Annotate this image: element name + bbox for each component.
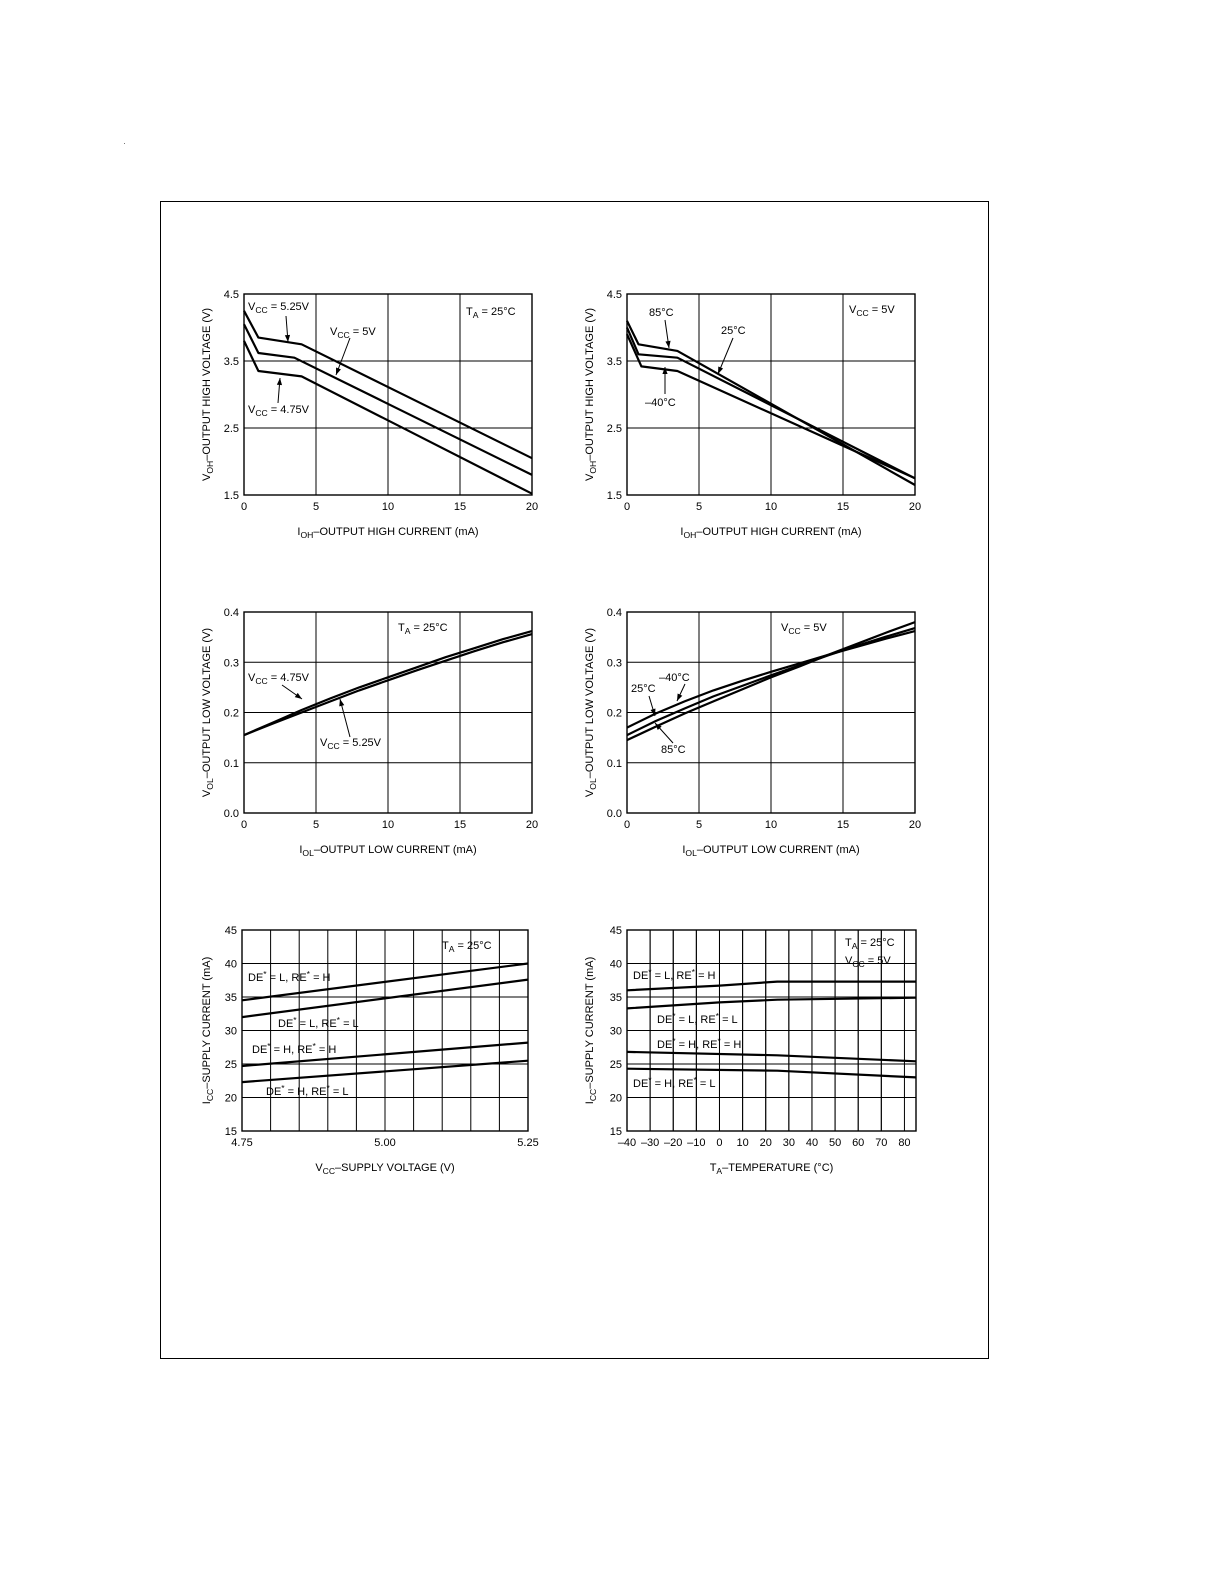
y-tick-label: 0.2 — [606, 707, 622, 720]
x-tick-label: 20 — [908, 501, 922, 513]
annotation-arrowhead — [718, 367, 723, 374]
grid — [244, 612, 532, 813]
y-tick-label: 0.0 — [223, 808, 239, 820]
x-tick-label: 5 — [695, 501, 703, 513]
x-tick-label: –10 — [687, 1137, 706, 1149]
annotation-label: –40°C — [659, 672, 690, 684]
annotation-label: DE* = L, RE* = L — [278, 1015, 359, 1030]
y-tick-label: 3.5 — [606, 356, 622, 368]
annotation-arrowhead — [665, 341, 670, 348]
annotation-label: DE* = H, RE* = L — [266, 1083, 349, 1098]
y-tick-label: 30 — [609, 1025, 622, 1038]
stray-dot — [124, 143, 125, 144]
grid — [627, 294, 915, 495]
icc-vs-temperature-chart — [573, 918, 933, 1180]
x-tick-label: 50 — [828, 1137, 842, 1149]
y-tick-label: 4.5 — [606, 289, 622, 301]
annotation-arrowhead — [295, 693, 302, 699]
annotation-label: DE* = L, RE* = H — [633, 967, 716, 982]
y-tick-label: 30 — [224, 1025, 237, 1038]
annotation-label: $V_{CC} = 5.25V$ — [248, 301, 310, 315]
vol-vs-iol-temperature-chart — [573, 600, 933, 862]
annotation-label: $V_{CC} = 5V$ — [845, 955, 891, 969]
x-tick-label: 15 — [836, 501, 850, 513]
voh-vs-ioh-temperature-chart — [573, 282, 933, 544]
annotation-label: $V_{CC} = 5.25V$ — [320, 737, 382, 751]
y-tick-label: 45 — [224, 925, 237, 937]
y-tick-label: 0.4 — [606, 607, 622, 619]
x-tick-label: –40 — [617, 1137, 637, 1149]
annotation-label: $V_{CC} = 5V$ — [849, 304, 895, 318]
x-axis-label: $T_A$–TEMPERATURE (°C) — [709, 1162, 834, 1176]
y-axis-label: $I_{CC}$–SUPPLY CURRENT (mA) — [201, 956, 215, 1105]
y-tick-label: 40 — [224, 958, 237, 971]
annotation-label: $V_{CC} = 5V$ — [330, 326, 376, 340]
x-tick-label: 10 — [764, 501, 778, 513]
annotation-arrowhead — [677, 694, 682, 701]
x-tick-label: 60 — [852, 1137, 865, 1149]
annotation-label: DE* = H, RE* = H — [252, 1041, 337, 1056]
annotation-label: DE* = H, RE* = H — [657, 1036, 742, 1051]
annotation-label: $T_A = 25^\circ C$ — [442, 940, 492, 954]
x-tick-label: 5 — [312, 819, 320, 831]
y-tick-label: 25 — [609, 1059, 622, 1071]
y-tick-label: 15 — [224, 1126, 237, 1138]
x-tick-label: 0 — [716, 1137, 723, 1149]
series-line-1 — [627, 998, 916, 1009]
x-tick-label: 20 — [525, 501, 539, 513]
y-axis-label: $V_{OH}$–OUTPUT HIGH VOLTAGE (V) — [201, 307, 215, 482]
annotation-label: DE* = L, RE* = H — [248, 969, 331, 984]
y-tick-label: 4.5 — [223, 289, 239, 301]
y-tick-label: 15 — [609, 1126, 622, 1138]
y-axis-label: $V_{OL}$–OUTPUT LOW VOLTAGE (V) — [584, 627, 598, 798]
y-tick-label: 45 — [609, 925, 622, 937]
x-axis-label: $I_{OL}$–OUTPUT LOW CURRENT (mA) — [682, 844, 860, 858]
y-tick-label: 0.1 — [223, 757, 239, 770]
annotation-arrowhead — [336, 368, 341, 375]
y-axis-label: $V_{OH}$–OUTPUT HIGH VOLTAGE (V) — [584, 307, 598, 482]
vol-vs-iol-vcc-chart — [190, 600, 550, 862]
icc-vs-vcc-chart — [190, 918, 550, 1180]
grid — [244, 294, 532, 495]
annotation-label: 85°C — [661, 744, 686, 756]
x-tick-label: 80 — [898, 1137, 911, 1149]
annotation-label: –40°C — [645, 397, 676, 409]
annotation-arrowhead — [339, 699, 344, 706]
annotation-label: $V_{CC} = 4.75V$ — [248, 672, 310, 686]
x-tick-label: 20 — [759, 1137, 772, 1149]
x-tick-label: 5.25 — [517, 1137, 539, 1149]
y-axis-label: $V_{OL}$–OUTPUT LOW VOLTAGE (V) — [201, 627, 215, 798]
x-tick-label: 10 — [381, 501, 395, 513]
y-tick-label: 3.5 — [223, 356, 239, 368]
annotation-label: $T_A = 25^\circ C$ — [845, 937, 895, 951]
x-tick-label: 0 — [240, 501, 248, 513]
annotation-label: $V_{CC} = 4.75V$ — [248, 404, 310, 418]
annotation-label: 25°C — [721, 325, 746, 337]
x-tick-label: 4.75 — [231, 1137, 253, 1149]
x-tick-label: 0 — [623, 501, 631, 513]
x-tick-label: 70 — [875, 1137, 888, 1149]
y-tick-label: 0.3 — [606, 657, 622, 670]
x-axis-label: $I_{OH}$–OUTPUT HIGH CURRENT (mA) — [680, 526, 862, 540]
y-tick-label: 0.1 — [606, 757, 622, 770]
y-tick-label: 1.5 — [223, 490, 239, 502]
y-tick-label: 25 — [224, 1059, 237, 1071]
annotation-label: $V_{CC} = 5V$ — [781, 622, 827, 636]
y-tick-label: 20 — [224, 1092, 237, 1105]
x-axis-label: $I_{OL}$–OUTPUT LOW CURRENT (mA) — [299, 844, 477, 858]
x-tick-label: 5 — [312, 501, 320, 513]
x-tick-label: 20 — [908, 819, 922, 831]
x-tick-label: –20 — [664, 1137, 683, 1149]
x-tick-label: 5.00 — [374, 1137, 396, 1149]
annotation-label: DE* = H, RE* = L — [633, 1075, 716, 1090]
x-axis-label: $I_{OH}$–OUTPUT HIGH CURRENT (mA) — [297, 526, 479, 540]
voh-vs-ioh-vcc-chart — [190, 282, 550, 544]
y-tick-label: 0.2 — [223, 707, 239, 720]
annotation-label: 25°C — [631, 683, 656, 695]
y-tick-label: 0.3 — [223, 657, 239, 670]
x-tick-label: 10 — [764, 819, 778, 831]
x-tick-label: 30 — [782, 1137, 795, 1149]
y-axis-label: $I_{CC}$–SUPPLY CURRENT (mA) — [584, 956, 598, 1105]
annotation-label: $T_A = 25^\circ C$ — [466, 306, 516, 320]
x-tick-label: –30 — [640, 1137, 660, 1149]
grid — [242, 930, 528, 1131]
series-line-3 — [627, 1069, 916, 1078]
y-tick-label: 35 — [224, 992, 237, 1004]
y-tick-label: 35 — [609, 992, 622, 1004]
x-tick-label: 5 — [695, 819, 703, 831]
y-tick-label: 1.5 — [606, 490, 622, 502]
x-tick-label: 10 — [381, 819, 395, 831]
x-tick-label: 10 — [736, 1137, 749, 1149]
series-line-2 — [627, 1052, 916, 1061]
y-tick-label: 0.0 — [606, 808, 622, 820]
series-line-0 — [627, 982, 916, 991]
x-tick-label: 15 — [836, 819, 850, 831]
y-tick-label: 2.5 — [606, 423, 622, 435]
x-tick-label: 0 — [240, 819, 248, 831]
y-tick-label: 20 — [609, 1092, 622, 1105]
x-tick-label: 15 — [453, 501, 467, 513]
x-tick-label: 40 — [805, 1137, 819, 1149]
x-tick-label: 0 — [623, 819, 631, 831]
x-tick-label: 15 — [453, 819, 467, 831]
annotation-label: DE* = L, RE* = L — [657, 1011, 738, 1026]
y-tick-label: 40 — [609, 958, 622, 971]
y-tick-label: 0.4 — [223, 607, 239, 619]
x-axis-label: $V_{CC}$–SUPPLY VOLTAGE (V) — [315, 1162, 455, 1176]
annotation-label: $T_A = 25^\circ C$ — [398, 622, 448, 636]
x-tick-label: 20 — [525, 819, 539, 831]
y-tick-label: 2.5 — [223, 423, 239, 435]
annotation-label: 85°C — [649, 307, 674, 319]
